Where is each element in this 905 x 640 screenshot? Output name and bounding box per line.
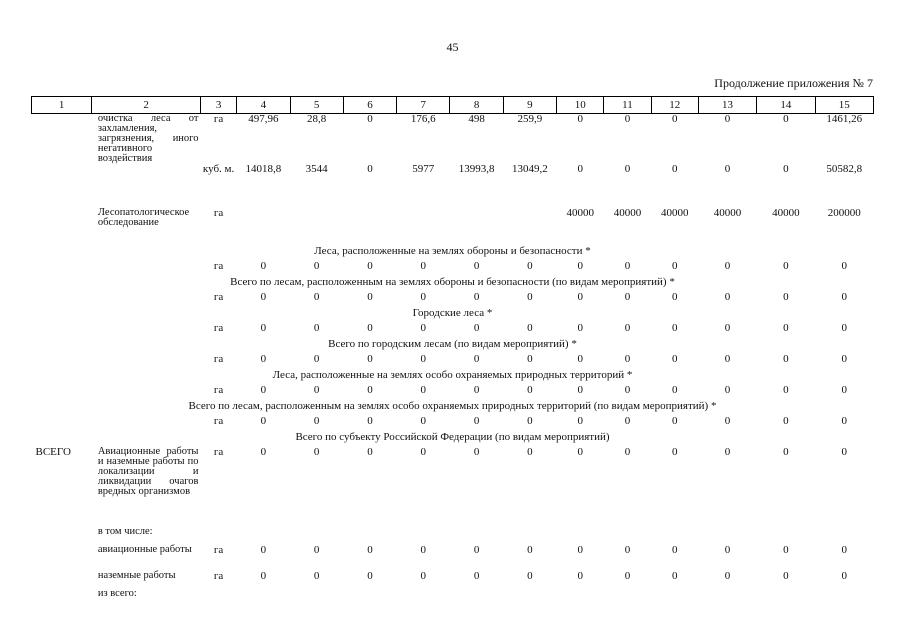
row-label [92, 261, 201, 275]
value-cell: 0 [260, 446, 267, 458]
text-row [32, 527, 874, 545]
row-label [92, 292, 201, 306]
value-cell: 0 [527, 570, 533, 582]
row-label [92, 416, 201, 430]
header-row [32, 97, 874, 114]
value-cell: 0 [783, 291, 789, 303]
value-cell: 0 [671, 544, 678, 556]
row-group-label [32, 354, 92, 368]
table-row [32, 385, 874, 399]
value-cell: 0 [260, 353, 267, 365]
header-cell: 7 [397, 97, 450, 114]
row-group-label [32, 292, 92, 306]
row-label: очистка леса от захламления, загрязнения, иного негативного воздействия [97, 113, 199, 164]
value-cell [397, 208, 450, 244]
value-cell: 50582,8 [826, 163, 863, 175]
value-cell: 0 [624, 291, 631, 303]
section-heading: Леса, расположенные на землях особо охраняемых природных территорий * [272, 369, 633, 381]
unit-cell: га [213, 207, 224, 219]
value-cell: 0 [313, 384, 320, 396]
section-heading-row [32, 337, 874, 354]
value-cell: 0 [724, 446, 731, 458]
value-cell [343, 208, 396, 244]
unit-cell: га [213, 260, 224, 272]
unit-cell: га [213, 384, 224, 396]
measures-table [31, 96, 874, 603]
value-cell: 0 [724, 353, 731, 365]
value-cell: 0 [420, 570, 427, 582]
value-cell [450, 208, 503, 244]
value-cell: 0 [420, 353, 427, 365]
value-cell: 0 [671, 163, 678, 175]
section-heading-row [32, 275, 874, 292]
value-cell: 0 [783, 544, 789, 556]
section-heading: Городские леса * [412, 307, 493, 319]
value-cell: 0 [671, 446, 678, 458]
value-cell: 0 [577, 113, 583, 125]
value-cell: 0 [313, 260, 320, 272]
value-cell: 0 [367, 353, 373, 365]
value-cell: 0 [783, 322, 789, 334]
value-cell: 3544 [305, 163, 328, 175]
value-cell: 176,6 [410, 113, 436, 125]
row-group-label [32, 323, 92, 337]
value-cell: 259,9 [517, 113, 543, 125]
value-cell: 0 [783, 353, 789, 365]
value-cell: 0 [841, 322, 848, 334]
value-cell: 0 [420, 322, 427, 334]
value-cell: 0 [783, 415, 789, 427]
table-row [32, 114, 874, 165]
value-cell: 0 [783, 384, 789, 396]
value-cell: 0 [724, 163, 731, 175]
row-group-label [32, 416, 92, 430]
value-cell: 0 [473, 384, 480, 396]
value-cell: 0 [577, 446, 583, 458]
value-cell: 0 [624, 322, 631, 334]
value-cell: 0 [724, 113, 731, 125]
row-label [92, 354, 201, 368]
value-cell: 0 [624, 570, 631, 582]
value-cell: 40000 [660, 207, 689, 219]
row-label [92, 164, 201, 208]
value-cell: 0 [367, 113, 373, 125]
value-cell: 1461,26 [826, 113, 863, 125]
header-cell: 2 [92, 97, 201, 114]
value-cell: 0 [841, 544, 848, 556]
table-row [32, 416, 874, 430]
row-label: в том числе: [97, 526, 153, 537]
value-cell: 0 [841, 446, 848, 458]
header-cell: 1 [32, 97, 92, 114]
value-cell: 0 [671, 384, 678, 396]
header-cell: 13 [698, 97, 756, 114]
header-cell: 5 [290, 97, 343, 114]
empty-cell [32, 527, 92, 545]
header-cell: 11 [604, 97, 651, 114]
value-cell: 0 [420, 446, 427, 458]
table-row [32, 545, 874, 571]
unit-cell: га [213, 415, 224, 427]
value-cell: 40000 [713, 207, 742, 219]
section-heading-row [32, 430, 874, 447]
value-cell: 0 [783, 260, 789, 272]
section-heading-row [32, 244, 874, 261]
value-cell [290, 208, 343, 244]
row-label: авиационные работы [97, 544, 192, 555]
row-group-label [32, 114, 92, 165]
unit-cell: га [213, 322, 224, 334]
value-cell: 0 [473, 570, 480, 582]
value-cell: 0 [624, 163, 631, 175]
header-cell: 9 [503, 97, 556, 114]
value-cell: 0 [367, 544, 373, 556]
value-cell: 0 [527, 353, 533, 365]
value-cell: 0 [724, 260, 731, 272]
value-cell: 0 [367, 446, 373, 458]
value-cell: 5977 [412, 163, 435, 175]
unit-cell: га [213, 544, 224, 556]
value-cell: 0 [577, 260, 583, 272]
value-cell: 0 [367, 291, 373, 303]
table-row [32, 261, 874, 275]
value-cell: 28,8 [307, 113, 327, 125]
value-cell: 0 [473, 544, 480, 556]
table-row [32, 571, 874, 589]
value-cell: 0 [724, 570, 731, 582]
value-cell: 0 [624, 544, 631, 556]
header-cell: 6 [343, 97, 396, 114]
value-cell: 0 [527, 544, 533, 556]
unit-cell: га [213, 446, 224, 458]
value-cell: 0 [841, 384, 848, 396]
value-cell: 0 [367, 415, 373, 427]
value-cell: 0 [671, 570, 678, 582]
value-cell: 0 [671, 113, 678, 125]
value-cell: 0 [313, 291, 320, 303]
section-heading: Всего по субъекту Российской Федерации (по видам мероприятий) [295, 431, 610, 443]
value-cell: 0 [367, 260, 373, 272]
value-cell: 0 [473, 446, 480, 458]
header-cell: 4 [237, 97, 290, 114]
value-cell: 0 [724, 322, 731, 334]
value-cell: 0 [313, 353, 320, 365]
value-cell: 0 [671, 291, 678, 303]
value-cell: 0 [841, 353, 848, 365]
table-header [32, 97, 874, 114]
section-heading: Всего по городским лесам (по видам мероприятий) * [328, 338, 577, 350]
value-cell: 0 [671, 353, 678, 365]
value-cell: 0 [473, 353, 480, 365]
value-cell: 0 [527, 260, 533, 272]
value-cell: 0 [577, 291, 583, 303]
value-cell: 0 [624, 415, 631, 427]
value-cell: 0 [420, 260, 427, 272]
row-label [92, 323, 201, 337]
value-cell: 200000 [827, 207, 861, 219]
value-cell: 0 [313, 322, 320, 334]
section-heading: Всего по лесам, расположенным на землях обороны и безопасности (по видам мероприятий) * [230, 276, 675, 288]
value-cell: 0 [841, 291, 848, 303]
value-cell: 0 [473, 260, 480, 272]
section-heading: Леса, расположенные на землях обороны и безопасности * [314, 245, 591, 257]
value-cell: 0 [260, 291, 267, 303]
row-group-label [32, 385, 92, 399]
table-row [32, 208, 874, 244]
value-cell: 0 [260, 415, 267, 427]
value-cell: 13049,2 [512, 163, 548, 175]
value-cell: 0 [313, 446, 320, 458]
value-cell: 0 [367, 322, 373, 334]
value-cell: 0 [313, 415, 320, 427]
value-cell: 0 [624, 113, 631, 125]
page-number: 45 [446, 40, 459, 54]
value-cell: 0 [724, 415, 731, 427]
value-cell: 0 [624, 384, 631, 396]
value-cell: 0 [367, 163, 373, 175]
value-cell: 0 [724, 544, 731, 556]
value-cell: 0 [260, 260, 267, 272]
empty-cell [237, 589, 874, 603]
value-cell [237, 208, 290, 244]
unit-cell: га [213, 291, 224, 303]
value-cell: 40000 [772, 207, 800, 219]
value-cell: 0 [260, 544, 267, 556]
value-cell: 0 [577, 353, 583, 365]
section-heading-row [32, 306, 874, 323]
row-label: Лесопатологическое обследование [97, 207, 190, 228]
row-label: из всего: [97, 588, 137, 599]
value-cell: 0 [624, 353, 631, 365]
row-group-label [32, 261, 92, 275]
value-cell: 0 [367, 570, 373, 582]
value-cell: 0 [420, 384, 427, 396]
table-row [32, 164, 874, 208]
header-cell: 10 [557, 97, 604, 114]
section-heading: Всего по лесам, расположенным на землях особо охраняемых природных территорий (по видам мероприятий) * [188, 400, 717, 412]
value-cell [503, 208, 556, 244]
value-cell: 0 [671, 260, 678, 272]
value-cell: 0 [841, 260, 848, 272]
header-cell: 3 [200, 97, 236, 114]
value-cell: 0 [473, 322, 480, 334]
value-cell: 0 [577, 384, 583, 396]
value-cell: 0 [783, 163, 789, 175]
value-cell: 0 [577, 570, 583, 582]
unit-cell: га [213, 353, 224, 365]
value-cell: 13993,8 [458, 163, 495, 175]
value-cell: 40000 [613, 207, 642, 219]
table-row [32, 323, 874, 337]
value-cell: 0 [473, 415, 480, 427]
header-cell: 8 [450, 97, 503, 114]
table-row [32, 292, 874, 306]
unit-cell: га [213, 570, 224, 582]
value-cell: 0 [473, 291, 480, 303]
value-cell: 0 [260, 322, 267, 334]
row-group-label [32, 545, 92, 571]
row-label [92, 385, 201, 399]
section-heading-row [32, 399, 874, 416]
value-cell: 0 [783, 113, 789, 125]
value-cell: 0 [527, 415, 533, 427]
value-cell: 0 [624, 260, 631, 272]
value-cell: 0 [724, 291, 731, 303]
value-cell: 0 [783, 446, 789, 458]
value-cell: 0 [841, 415, 848, 427]
value-cell: 0 [313, 570, 320, 582]
value-cell: 0 [260, 570, 267, 582]
row-group-label [32, 571, 92, 589]
value-cell: 0 [577, 544, 583, 556]
empty-cell [32, 589, 92, 603]
value-cell: 0 [527, 291, 533, 303]
row-label: наземные работы [97, 570, 176, 581]
value-cell: 0 [527, 384, 533, 396]
value-cell: 0 [367, 384, 373, 396]
unit-cell: куб. м. [202, 163, 235, 175]
value-cell: 0 [420, 291, 427, 303]
continuation-note: Продолжение приложения № 7 [714, 76, 873, 90]
empty-cell [237, 527, 874, 545]
value-cell: 0 [671, 322, 678, 334]
value-cell: 0 [420, 415, 427, 427]
table-row [32, 447, 874, 527]
value-cell: 0 [724, 384, 731, 396]
value-cell: 0 [420, 544, 427, 556]
row-group-label: ВСЕГО [35, 446, 71, 458]
value-cell: 0 [783, 570, 789, 582]
value-cell: 0 [527, 446, 533, 458]
table-row [32, 354, 874, 368]
value-cell: 0 [624, 446, 631, 458]
value-cell: 40000 [566, 207, 594, 219]
value-cell: 0 [577, 415, 583, 427]
row-group-label [32, 208, 92, 244]
row-group-label [32, 164, 92, 208]
row-label: Авиационные работы и наземные работы по локализации и ликвидации очагов вредных организмов [97, 446, 199, 497]
value-cell: 0 [260, 384, 267, 396]
unit-cell: га [213, 113, 224, 125]
text-row [32, 589, 874, 603]
header-cell: 15 [815, 97, 873, 114]
value-cell: 498 [468, 113, 485, 125]
section-heading-row [32, 368, 874, 385]
value-cell: 0 [841, 570, 848, 582]
table-body [32, 114, 874, 604]
value-cell: 0 [577, 163, 583, 175]
value-cell: 14018,8 [245, 163, 282, 175]
value-cell: 0 [577, 322, 583, 334]
value-cell: 497,96 [248, 113, 279, 125]
header-cell: 12 [651, 97, 698, 114]
value-cell: 0 [313, 544, 320, 556]
value-cell: 0 [671, 415, 678, 427]
value-cell: 0 [527, 322, 533, 334]
header-cell: 14 [757, 97, 815, 114]
